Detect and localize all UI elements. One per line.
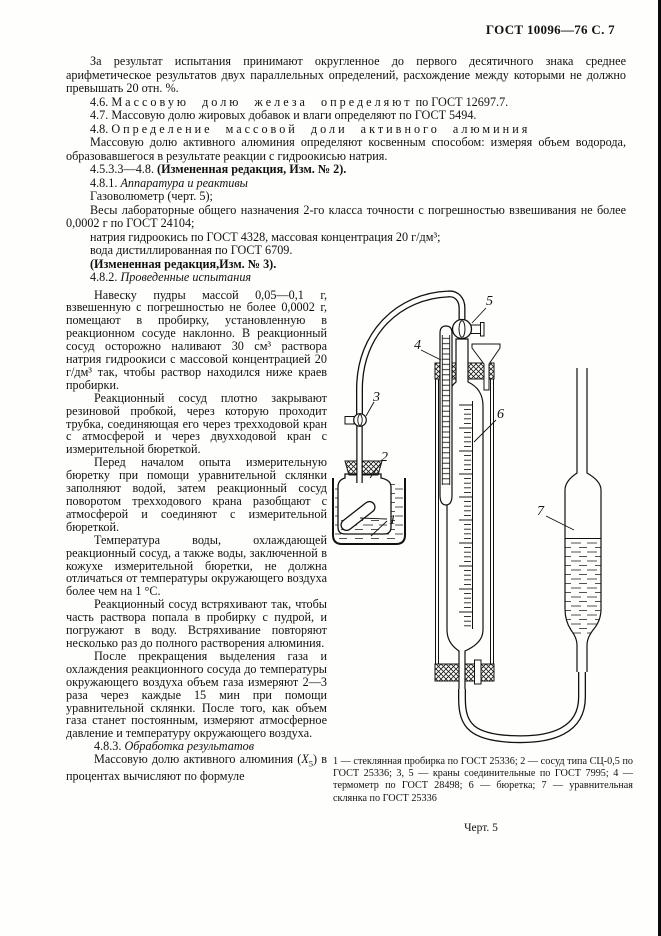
clause-number: 4.8.3.: [94, 739, 122, 754]
clause-number: 4.8.2.: [90, 270, 118, 284]
page-content: [66, 54, 633, 835]
figure-label: Черт. 5: [464, 822, 498, 835]
paragraph-water: вода дистиллированная по ГОСТ 6709.: [90, 243, 293, 257]
bottle-liquid: [565, 539, 601, 635]
clause-number: 4.6.: [90, 94, 109, 109]
paragraph-indirect-method: Массовую долю активного алюминия определяют косвенным способом: измеряя объем водорода, образовавшегося в результате реакции с гидроокисью натрия.: [66, 135, 626, 163]
rubber-stopper: [345, 461, 382, 475]
paragraph-stopper: Реакционный сосуд плотно закрывают резиновой пробкой, через которую проходит трубка, соединяющая его через трехходовой кран с атмосферой и через двухходовой кран с измерительной бюреткой.: [66, 390, 327, 457]
clause-number: 4.5.3.3—4.8.: [90, 162, 154, 176]
jacket-vent-plug: [475, 660, 482, 684]
callout-2: 2: [381, 449, 388, 465]
apparatus-figure: [331, 289, 636, 749]
equalizing-bottle: [565, 368, 601, 672]
clause-title-spaced: Массовую долю железа определяют: [111, 94, 413, 109]
clause-title-italic: Проведенные испытания: [120, 270, 252, 284]
paragraph-naoh: натрия гидроокись по ГОСТ 4328, массовая концентрация 20 г/дм³;: [90, 229, 441, 244]
paragraph-gasvolumeter: Газоволюметр (черт. 5);: [90, 189, 213, 203]
callout-7: 7: [537, 503, 544, 519]
clause-amendment-3: [66, 258, 626, 272]
paragraph-before-test: Перед началом опыта измерительную бюретку при помощи уравнительной склянки заполняют водой, затем реакционный сосуд поворотом трехходового крана разобщают с атмосферой и соединяют с измерительной бюреткой.: [66, 455, 327, 534]
callout-6: 6: [497, 406, 504, 422]
clause-number: 4.8.: [90, 121, 109, 136]
callout-4: 4: [414, 337, 421, 353]
clause-4-6: [66, 96, 626, 110]
clause-title-spaced: Определение массовой доли активного алюминия: [111, 121, 531, 136]
page-header: ГОСТ 10096—76 С. 7: [485, 22, 615, 37]
paragraph-gas-measure: После прекращения выделения газа и охлаждения реакционного сосуда до температуры окружающего воздуха объем газа измеряют 2—3 раза через каждые 15 мин при помощи уравнительной склянки. После того, как объем газа станет постоянным, измеряют атмосферное давление и температуру окружающего воздуха.: [66, 648, 327, 741]
callout-3: 3: [373, 389, 380, 405]
formula-text: ) в процентах вычисляют по формуле: [66, 752, 327, 784]
paragraph-scales: Весы лабораторные общего назначения 2-го класса точности с погрешностью взвешивания не более 0,0002 г по ГОСТ 24104;: [66, 202, 626, 230]
figure-caption: 1 — стеклянная пробирка по ГОСТ 25336; 2 — сосуд типа СЦ-0,5 по ГОСТ 25336; 3, 5 — краны соединительные по ГОСТ 7995; 4 — термометр по ГОСТ 28498; 6 — бюретка; 7 — уравнительная склянка по ГОСТ 25336: [333, 755, 633, 804]
clause-ref: по ГОСТ 12697.7.: [415, 94, 509, 109]
paragraph-formula-intro: [66, 753, 327, 783]
clause-4-8-1: [66, 177, 626, 191]
callout-1: 1: [389, 512, 396, 528]
stopcock-5: [453, 319, 485, 338]
amendment-bold: (Измененная редакция,Изм. № 3).: [90, 256, 277, 271]
clause-title-italic: Аппаратура и реактивы: [120, 175, 248, 190]
stopcock-3: [345, 413, 366, 426]
clause-4-8-2: [66, 271, 626, 285]
paragraph-sample: Навеску пудры массой 0,05—0,1 г, взвешенную с погрешностью не более 0,0002 г, помещают в пробирку, установленную в реакционном сосуде наклонно. В реакционный сосуд осторожно наливают 30 см³ раствора натрия гидроокиси с массовой концентрацией 20 г/дм³ так, чтобы раствор находился ниже краев пробирки.: [66, 287, 327, 392]
callout-5: 5: [486, 293, 493, 309]
clause-4-8: [66, 123, 626, 137]
paragraph-temperature: Температура воды, охлаждающей реакционный сосуд, а также воды, заключенной в кожухе измерительной бюретки, не должна отличаться от температуры окружающего воздуха более чем на 1 °С.: [66, 532, 327, 599]
paragraph-result: За результат испытания принимают округленное до первого десятичного знака среднее арифметическое результатов двух параллельных определений, расхождение между которыми не должно превышать 20 отн. %.: [66, 54, 626, 95]
two-column-section: [66, 287, 633, 835]
thermometer: [440, 326, 452, 505]
clause-4-7: 4.7. Массовую долю жировых добавок и влаги определяют по ГОСТ 5494.: [90, 108, 477, 122]
amendment-bold: (Измененная редакция, Изм. № 2).: [157, 162, 347, 176]
text-column: [66, 289, 327, 835]
clause-number: 4.8.1.: [90, 175, 118, 190]
paragraph-shaking: Реакционный сосуд встряхивают так, чтобы часть раствора попала в пробирку с пудрой, и погружают в воду. Встряхивание повторяют несколько раз до полного растворения алюминия.: [66, 597, 327, 650]
reaction-vessel-assembly: [333, 461, 405, 544]
clause-amendment-2: [66, 163, 626, 177]
burette-graduations: [459, 401, 473, 629]
clause-title-italic: Обработка результатов: [124, 739, 255, 754]
intro-section: [66, 55, 626, 285]
figure-column: [331, 289, 636, 835]
formula-variable: X: [301, 752, 309, 767]
formula-subscript: 5: [308, 758, 314, 769]
formula-text: Массовую долю активного алюминия (: [94, 752, 302, 767]
